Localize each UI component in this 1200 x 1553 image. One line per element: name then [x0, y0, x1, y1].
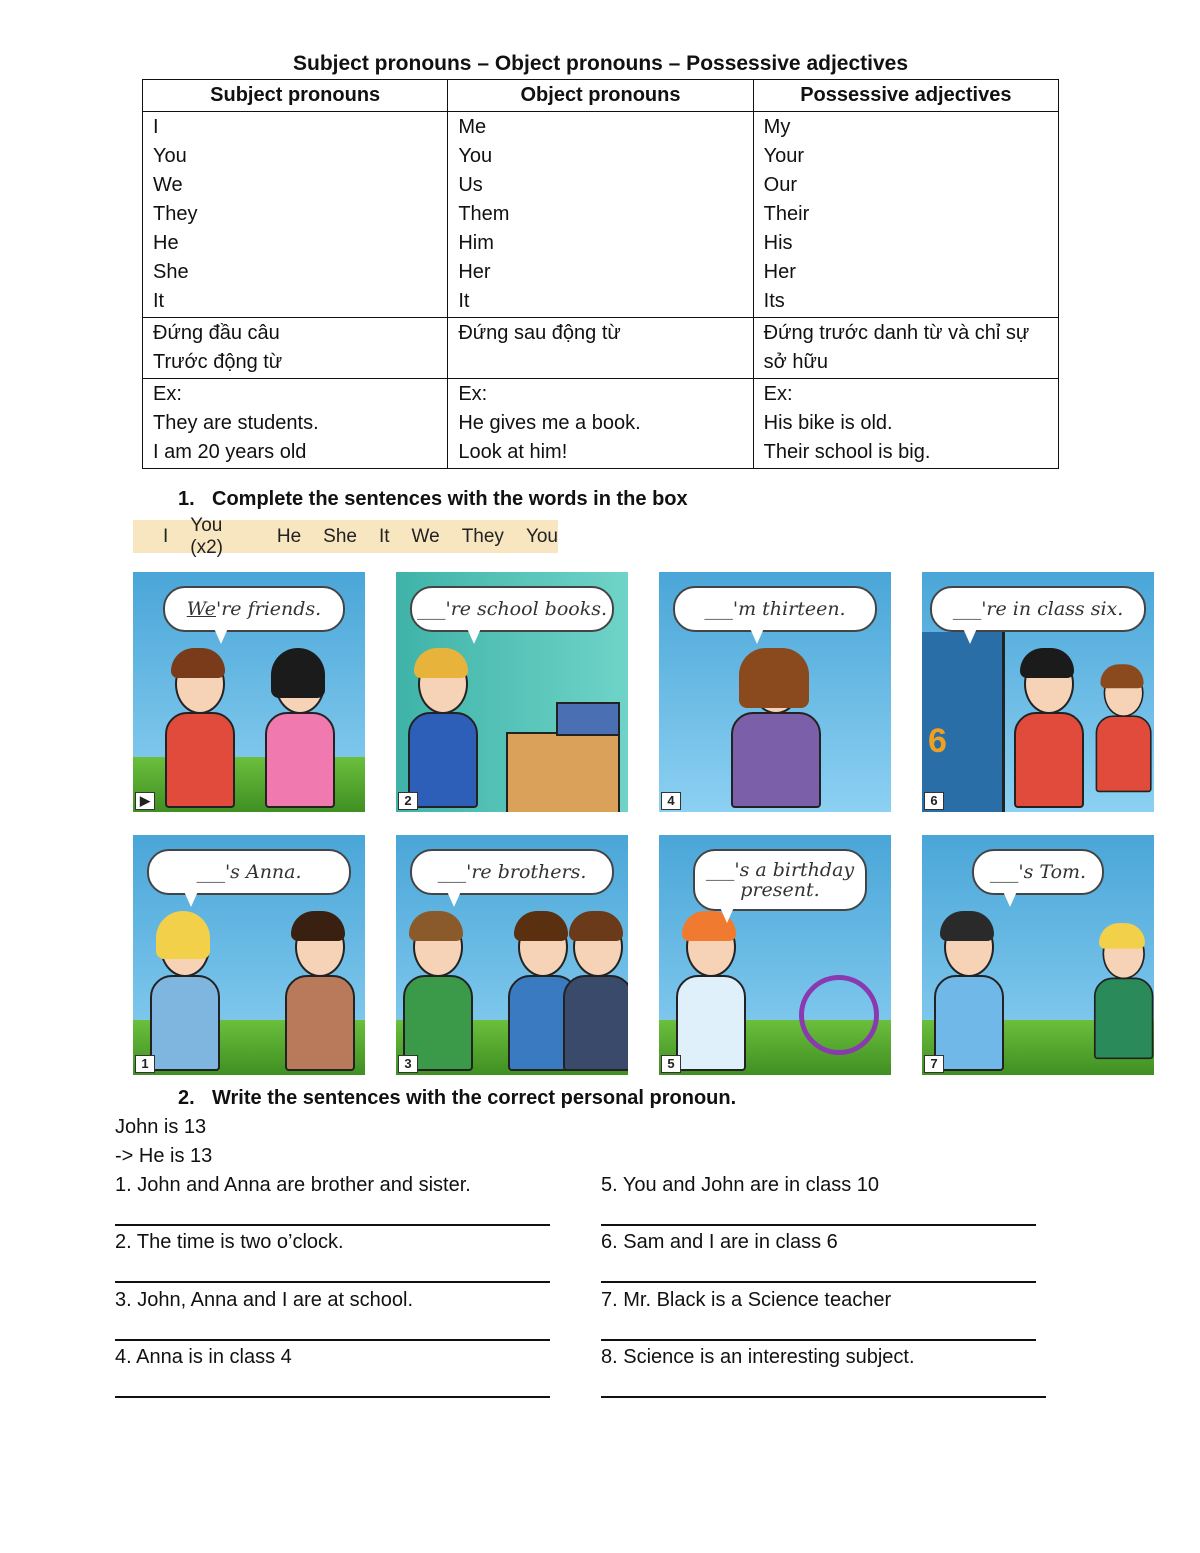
answer-blank: ___ — [952, 598, 982, 620]
hair — [291, 911, 345, 941]
picture-panel — [133, 835, 365, 1075]
picture-panel — [922, 572, 1154, 812]
example-line: I am 20 years old — [153, 441, 307, 463]
answer-line[interactable] — [601, 1339, 1036, 1341]
example-line: Their school is big. — [763, 441, 931, 463]
list-item: Her — [458, 261, 491, 283]
subject-examples — [143, 379, 448, 469]
girl-figure — [674, 917, 744, 1067]
list-item: Her — [763, 261, 796, 283]
hair — [739, 648, 809, 708]
panel-number: ▶ — [135, 792, 155, 810]
position-note: Trước động từ — [153, 351, 283, 373]
list-item: Me — [458, 116, 487, 138]
bubble-text: 're brothers. — [466, 861, 587, 883]
example-line: Ex: — [458, 383, 488, 405]
picture-panel — [922, 835, 1154, 1075]
object-examples — [448, 379, 753, 469]
list-item: Your — [763, 145, 805, 167]
answer-blank: ___ — [196, 861, 225, 883]
answer-line[interactable] — [601, 1224, 1036, 1226]
exercise2-number: 2. — [178, 1087, 195, 1109]
bubble-text: 're friends. — [216, 598, 322, 620]
exercise1-number: 1. — [178, 488, 195, 510]
item-text: Sam and I are in class 6 — [617, 1231, 838, 1253]
shirt — [1014, 712, 1084, 808]
bubble-tail — [183, 889, 199, 907]
item-text: The time is two o’clock. — [131, 1231, 344, 1253]
picture-panel — [659, 835, 891, 1075]
bubble-text: 're in class six. — [981, 598, 1124, 620]
bubble-tail — [719, 905, 735, 923]
position-note: Đứng đầu câu — [153, 322, 280, 344]
panel-number: 3 — [398, 1055, 418, 1073]
answer-line[interactable] — [601, 1396, 1046, 1398]
page-title: Subject pronouns – Object pronouns – Possessive adjectives — [292, 52, 909, 75]
item-text: John, Anna and I are at school. — [131, 1289, 413, 1311]
answer-blank: ___ — [437, 861, 467, 883]
item-number: 2. — [115, 1231, 132, 1253]
picture-panel — [659, 572, 891, 812]
girl-figure — [263, 654, 333, 804]
word-box-item: I — [163, 525, 169, 547]
panel-number: 6 — [924, 792, 944, 810]
shirt — [563, 975, 628, 1071]
example-question: John is 13 — [115, 1116, 207, 1138]
word-box-item: He — [276, 525, 302, 547]
example-line: His bike is old. — [763, 412, 893, 434]
shirt — [1096, 715, 1152, 792]
hair — [171, 648, 225, 678]
hair — [414, 648, 468, 678]
panel-number: 1 — [135, 1055, 155, 1073]
example-line: Ex: — [153, 383, 182, 405]
word-box — [133, 514, 558, 558]
word-box-item: We — [411, 525, 440, 547]
example-answer: -> He is 13 — [115, 1145, 213, 1167]
word-box-item: You (x2) — [190, 514, 224, 558]
table-row-examples — [143, 379, 1059, 469]
boy-figure — [401, 917, 471, 1067]
list-item: He — [153, 232, 179, 254]
list-item: Our — [763, 174, 797, 196]
table-row-position — [143, 318, 1059, 379]
speech-bubble — [410, 586, 614, 632]
item-number: 8. — [601, 1346, 618, 1368]
speech-bubble — [972, 849, 1104, 895]
speech-bubble — [673, 586, 877, 632]
item-number: 1. — [115, 1174, 132, 1196]
bubble-tail — [1002, 889, 1018, 907]
girl-figure — [148, 917, 218, 1067]
panel-number: 2 — [398, 792, 418, 810]
bubble-text: 's Anna. — [224, 861, 302, 883]
answer-blank: ___ — [416, 598, 446, 620]
position-note: Đứng sau động từ — [458, 322, 621, 344]
hair — [271, 648, 325, 698]
exercise-item — [601, 1346, 915, 1369]
exercise-item — [601, 1231, 838, 1254]
boy-figure — [1012, 654, 1082, 804]
possessive-position — [753, 318, 1058, 379]
shirt — [408, 712, 478, 808]
speech-bubble — [147, 849, 351, 895]
bike-wheel-icon — [799, 975, 879, 1055]
picture-panel — [133, 572, 365, 812]
item-text: You and John are in class 10 — [617, 1174, 879, 1196]
item-text: Science is an interesting subject. — [617, 1346, 915, 1368]
item-text: Anna is in class 4 — [131, 1346, 292, 1368]
girl-figure — [283, 917, 353, 1067]
word-box-item: You — [525, 525, 558, 547]
word-box-item: She — [323, 525, 357, 547]
pronoun-table — [142, 79, 1059, 469]
example-line: Ex: — [763, 383, 793, 405]
bubble-tail — [213, 626, 229, 644]
list-item: His — [763, 232, 793, 254]
example-line: They are students. — [153, 412, 319, 434]
shirt — [285, 975, 355, 1071]
position-note: Đứng trước danh từ và chỉ sự sở hữu — [763, 322, 1030, 373]
subject-pronoun-list — [143, 112, 448, 318]
bubble-tail — [466, 626, 482, 644]
bubble-text: 's Tom. — [1018, 861, 1087, 883]
answer-blank: ___ — [704, 598, 733, 620]
object-position — [448, 318, 753, 379]
table-row-pronouns — [143, 112, 1059, 318]
exercise-item — [601, 1289, 891, 1312]
hair — [1099, 923, 1145, 949]
hair — [409, 911, 463, 941]
subject-position — [143, 318, 448, 379]
exercise-item — [115, 1346, 292, 1369]
list-item: It — [458, 290, 470, 312]
word-box-item: They — [461, 525, 504, 547]
list-item: She — [153, 261, 189, 283]
speech-bubble — [410, 849, 614, 895]
header-object: Object pronouns — [448, 80, 753, 112]
exercise1-title: Complete the sentences with the words in the box — [212, 488, 688, 510]
picture-panel — [396, 835, 628, 1075]
table-desk — [506, 732, 620, 812]
example-line: He gives me a book. — [458, 412, 641, 434]
shirt — [265, 712, 335, 808]
answer-line[interactable] — [115, 1396, 550, 1398]
bubble-text: 'm thirteen. — [732, 598, 846, 620]
shirt — [934, 975, 1004, 1071]
picture-panel — [396, 572, 628, 812]
hair — [514, 911, 568, 941]
shirt — [676, 975, 746, 1071]
item-number: 6. — [601, 1231, 618, 1253]
bubble-text: 're school books. — [445, 598, 608, 620]
list-item: My — [763, 116, 791, 138]
answer-line[interactable] — [601, 1281, 1036, 1283]
possessive-adjective-list — [753, 112, 1058, 318]
boy-figure — [1092, 928, 1152, 1056]
item-number: 4. — [115, 1346, 132, 1368]
girl-figure — [1094, 669, 1150, 789]
list-item: I — [153, 116, 159, 138]
exercise-item — [115, 1231, 344, 1254]
list-item: It — [153, 290, 165, 312]
books — [556, 702, 620, 736]
word-box-item: It — [378, 525, 390, 547]
list-item: Their — [763, 203, 810, 225]
possessive-examples — [753, 379, 1058, 469]
exercise-item — [601, 1174, 879, 1197]
door-number-icon: 6 — [928, 722, 947, 760]
answer-line[interactable] — [115, 1339, 550, 1341]
list-item: You — [153, 145, 187, 167]
bubble-text: 's a birthday present. — [734, 859, 855, 901]
speech-bubble — [693, 849, 867, 911]
list-item: You — [458, 145, 493, 167]
panel-number: 5 — [661, 1055, 681, 1073]
panel-number: 7 — [924, 1055, 944, 1073]
girl-figure — [729, 654, 819, 804]
shirt — [731, 712, 821, 808]
item-number: 5. — [601, 1174, 618, 1196]
item-number: 3. — [115, 1289, 132, 1311]
list-item: We — [153, 174, 183, 196]
bubble-tail — [749, 626, 765, 644]
example-line: Look at him! — [458, 441, 568, 463]
exercise2-heading — [178, 1087, 736, 1110]
boy-figure — [163, 654, 233, 804]
speech-bubble — [163, 586, 345, 632]
panel-number: 4 — [661, 792, 681, 810]
shirt — [165, 712, 235, 808]
item-number: 7. — [601, 1289, 618, 1311]
boy-figure — [406, 654, 476, 804]
header-possessive: Possessive adjectives — [753, 80, 1058, 112]
shirt — [1094, 978, 1154, 1060]
list-item: Us — [458, 174, 483, 196]
shirt — [150, 975, 220, 1071]
list-item: Them — [458, 203, 510, 225]
bubble-tail — [446, 889, 462, 907]
exercise-item — [115, 1289, 413, 1312]
hair — [156, 911, 210, 959]
hair — [940, 911, 994, 941]
boy-figure — [932, 917, 1002, 1067]
list-item: They — [153, 203, 198, 225]
bubble-tail — [962, 626, 978, 644]
header-subject: Subject pronouns — [143, 80, 448, 112]
hair — [1020, 648, 1074, 678]
boy-figure — [561, 917, 628, 1067]
answer-blank: ___ — [989, 861, 1019, 883]
exercise-item — [115, 1174, 471, 1197]
exercise2-title: Write the sentences with the correct personal pronoun. — [212, 1087, 737, 1109]
item-text: Mr. Black is a Science teacher — [617, 1289, 892, 1311]
table-header-row — [143, 80, 1059, 112]
hair — [1100, 664, 1143, 688]
list-item: Him — [458, 232, 494, 254]
hair — [569, 911, 623, 941]
answer-line[interactable] — [115, 1224, 550, 1226]
answer-line[interactable] — [115, 1281, 550, 1283]
exercise1-heading — [178, 488, 688, 511]
list-item: Its — [763, 290, 785, 312]
item-text: John and Anna are brother and sister. — [131, 1174, 471, 1196]
object-pronoun-list — [448, 112, 753, 318]
example-answer: We — [186, 598, 216, 620]
answer-blank: ___ — [705, 859, 735, 881]
